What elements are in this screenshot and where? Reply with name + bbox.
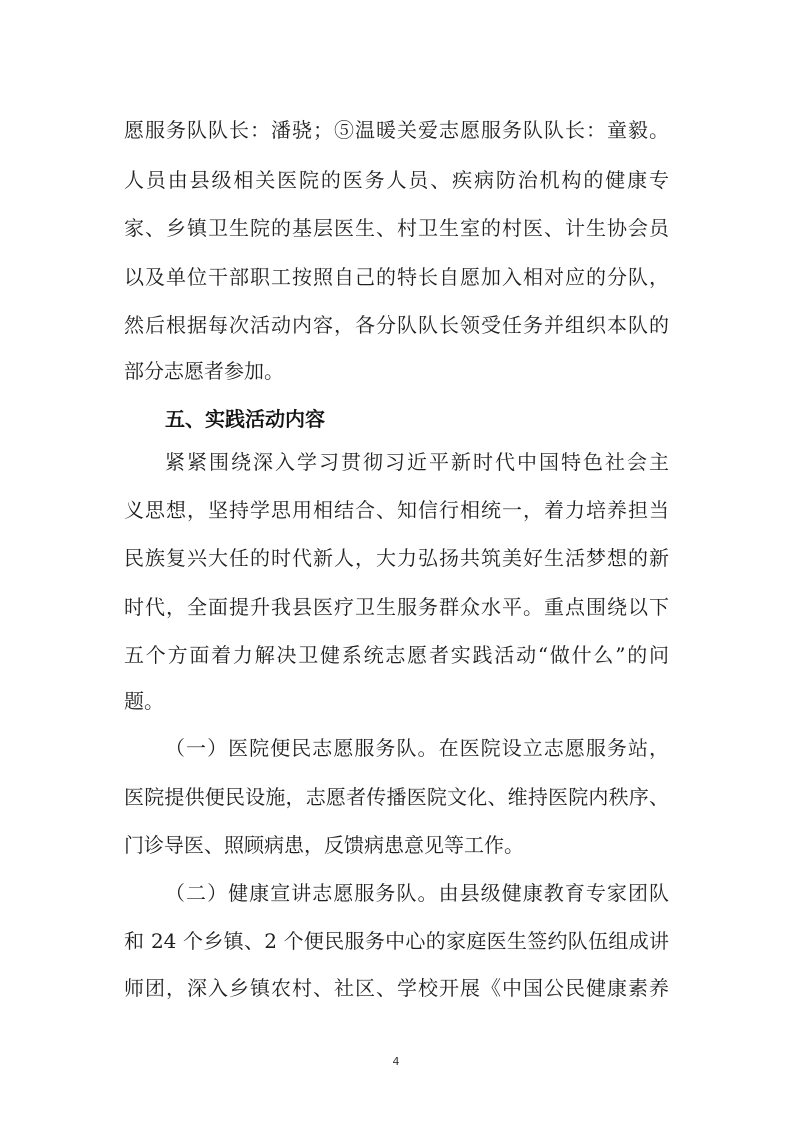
body-line: 师团，深入乡镇农村、社区、学校开展《中国公民健康素养 (124, 976, 669, 1000)
body-line: 愿服务队队长：潘骁；⑤温暖关爱志愿服务队队长：童毅。 (124, 118, 669, 142)
body-line: 家、乡镇卫生院的基层医生、村卫生室的村医、计生协会员 (124, 216, 669, 240)
body-line: 民族复兴大任的时代新人，大力弘扬共筑美好生活梦想的新 (124, 546, 669, 570)
body-line: 部分志愿者参加。 (124, 359, 284, 383)
body-line: 人员由县级相关医院的医务人员、疾病防治机构的健康专 (124, 168, 669, 192)
body-line: 时代，全面提升我县医疗卫生服务群众水平。重点围绕以下 (124, 595, 669, 619)
body-line: 紧紧围绕深入学习贯彻习近平新时代中国特色社会主 (165, 450, 669, 474)
body-line: 门诊导医、照顾病患，反馈病患意见等工作。 (124, 833, 524, 857)
body-line: 医院提供便民设施，志愿者传播医院文化、维持医院内秩序、 (124, 785, 669, 809)
body-line: （二）健康宣讲志愿服务队。由县级健康教育专家团队 (165, 881, 669, 905)
body-line: 和 24 个乡镇、2 个便民服务中心的家庭医生签约队伍组成讲 (124, 929, 669, 953)
body-line: 义思想，坚持学思用相结合、知信行相统一，着力培养担当 (124, 498, 669, 522)
page-number: 4 (392, 1055, 400, 1068)
body-line: （一）医院便民志愿服务队。在医院设立志愿服务站， (165, 736, 669, 760)
body-line: 五个方面着力解决卫健系统志愿者实践活动“做什么”的问 (124, 643, 669, 667)
body-line: 以及单位干部职工按照自己的特长自愿加入相对应的分队， (124, 265, 669, 289)
body-line: 然后根据每次活动内容，各分队队长领受任务并组织本队的 (124, 313, 669, 337)
body-line: 题。 (124, 689, 164, 713)
section-heading: 五、实践活动内容 (165, 407, 325, 431)
